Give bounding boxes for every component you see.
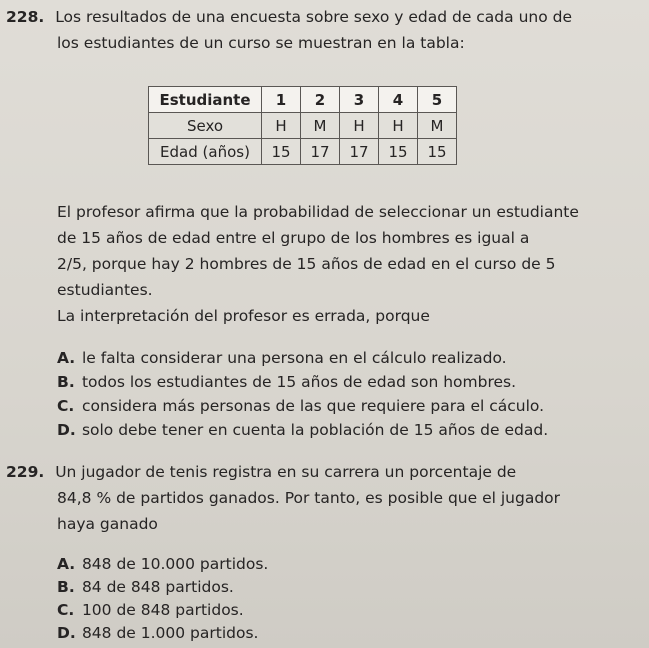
stem-text: Los resultados de una encuesta sobre sexo y edad de cada uno de (55, 8, 573, 26)
table-row (149, 139, 457, 165)
option-c (57, 397, 544, 415)
table-cell: 15 (418, 139, 457, 165)
survey-table (148, 86, 457, 165)
question-number: 229. (6, 463, 45, 481)
option-letter: D. (57, 624, 76, 642)
option-text: todos los estudiantes de 15 años de edad son hombres. (81, 373, 517, 391)
stem-text: Un jugador de tenis registra en su carrera un porcentaje de (55, 463, 517, 481)
option-letter: A. (57, 555, 76, 573)
question-229-stem-line1 (6, 463, 516, 481)
table-header-cell: Estudiante (149, 87, 262, 113)
table-cell: 17 (340, 139, 379, 165)
table-cell: 17 (301, 139, 340, 165)
option-c (57, 601, 244, 619)
option-letter: C. (57, 397, 75, 415)
table-cell: M (301, 113, 340, 139)
table-row-label: Sexo (149, 113, 262, 139)
paragraph-line4: estudiantes. (57, 281, 153, 299)
question-228-stem-line2: los estudiantes de un curso se muestran en la tabla: (57, 34, 465, 52)
table-row (149, 113, 457, 139)
question-229-stem-line3: haya ganado (57, 515, 158, 533)
option-b (57, 578, 234, 596)
option-letter: D. (57, 421, 76, 439)
paragraph-line2: de 15 años de edad entre el grupo de los hombres es igual a (57, 229, 530, 247)
table-row-label: Edad (años) (149, 139, 262, 165)
paragraph-line1: El profesor afirma que la probabilidad de seleccionar un estudiante (57, 203, 579, 221)
option-d (57, 421, 548, 439)
option-letter: C. (57, 601, 75, 619)
option-text: 100 de 848 partidos. (81, 601, 244, 619)
table-cell: H (340, 113, 379, 139)
table-header-cell: 1 (262, 87, 301, 113)
option-letter: A. (57, 349, 76, 367)
table-cell: H (379, 113, 418, 139)
option-text: 848 de 10.000 partidos. (81, 555, 269, 573)
option-letter: B. (57, 578, 75, 596)
table-header-cell: 5 (418, 87, 457, 113)
option-a (57, 555, 268, 573)
option-text: considera más personas de las que requiere para el cáculo. (81, 397, 545, 415)
option-b (57, 373, 516, 391)
option-d (57, 624, 258, 642)
table-header-cell: 3 (340, 87, 379, 113)
table-cell: 15 (262, 139, 301, 165)
question-prompt: La interpretación del profesor es errada, porque (57, 307, 430, 325)
table-cell: M (418, 113, 457, 139)
option-text: 84 de 848 partidos. (81, 578, 234, 596)
option-letter: B. (57, 373, 75, 391)
question-number: 228. (6, 8, 45, 26)
paragraph-line3: 2/5, porque hay 2 hombres de 15 años de edad en el curso de 5 (57, 255, 556, 273)
table-cell: 15 (379, 139, 418, 165)
table-header-row (149, 87, 457, 113)
option-text: solo debe tener en cuenta la población de 15 años de edad. (81, 421, 549, 439)
table-header-cell: 4 (379, 87, 418, 113)
option-text: 848 de 1.000 partidos. (81, 624, 259, 642)
option-text: le falta considerar una persona en el cálculo realizado. (81, 349, 507, 367)
table-cell: H (262, 113, 301, 139)
question-228-stem-line1 (6, 8, 572, 26)
option-a (57, 349, 507, 367)
question-229-stem-line2: 84,8 % de partidos ganados. Por tanto, es posible que el jugador (57, 489, 561, 507)
table-header-cell: 2 (301, 87, 340, 113)
